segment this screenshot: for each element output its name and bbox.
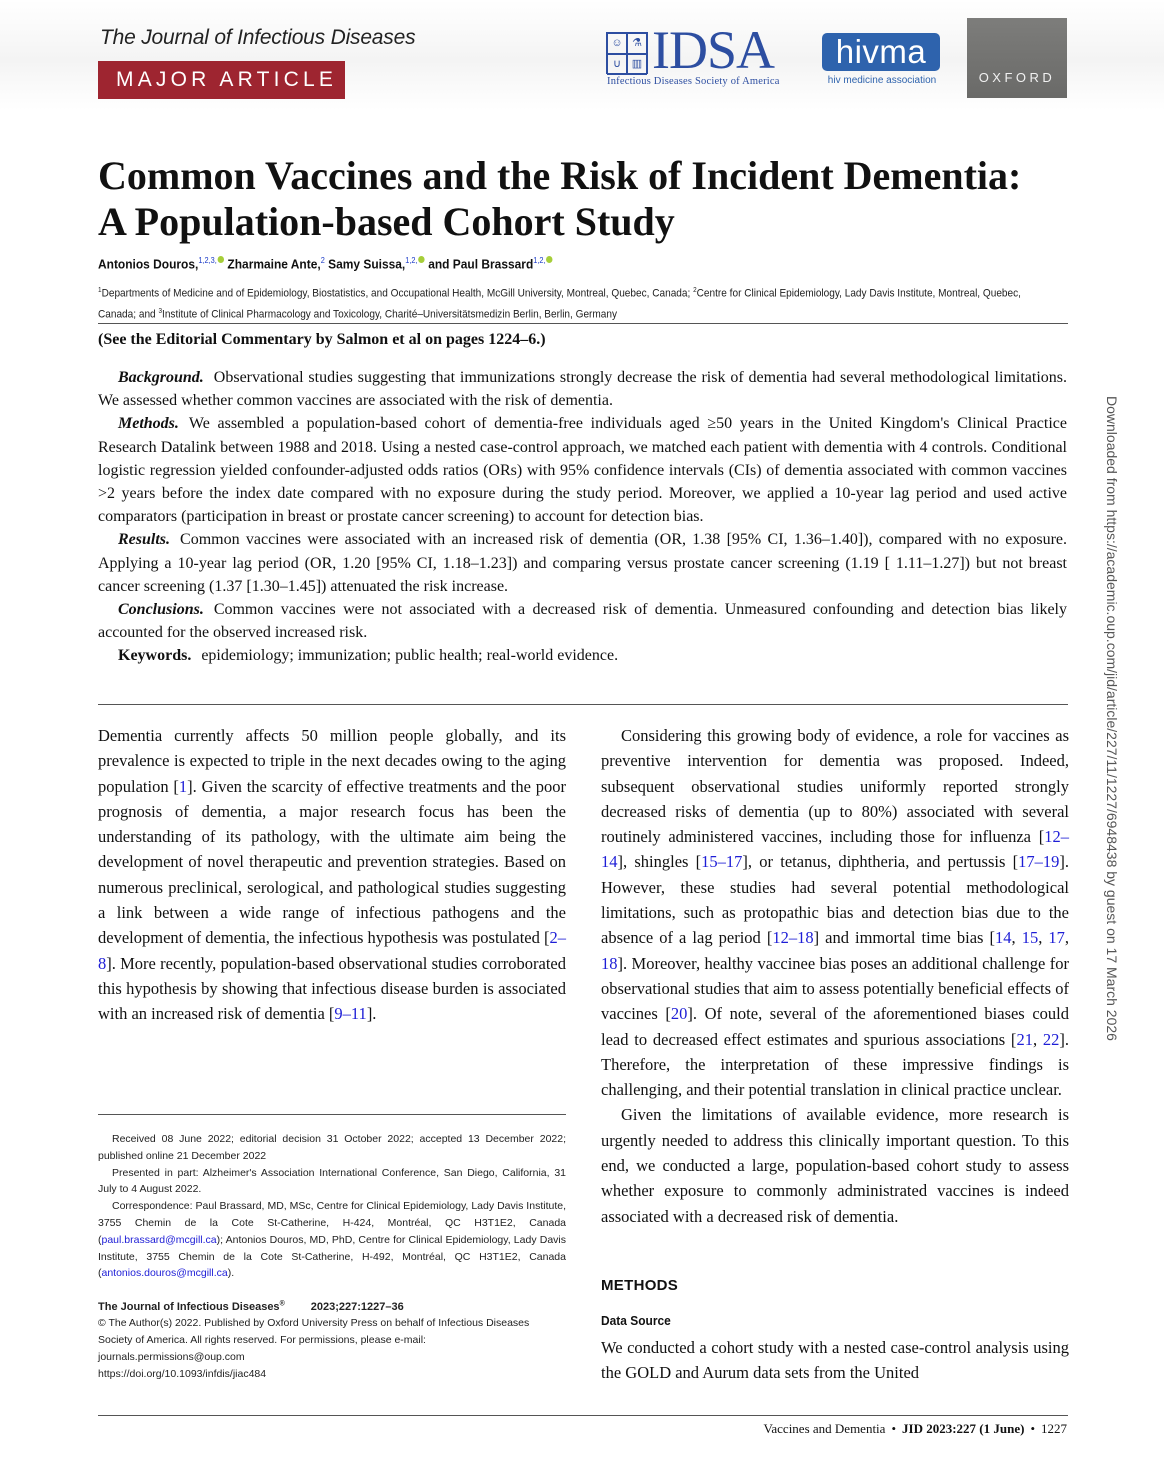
reference-link[interactable]: 9–11 — [334, 1004, 367, 1024]
lab-icon: ▥ — [627, 54, 647, 75]
divider — [98, 704, 1068, 705]
hivma-subtitle: hiv medicine association — [827, 75, 937, 86]
author-name[interactable]: Zharmaine Ante, — [227, 256, 321, 272]
reference-link[interactable]: 1 — [178, 776, 188, 796]
keywords-label: Keywords. — [118, 647, 192, 665]
email-link[interactable]: antonios.douros@mcgill.ca — [101, 1267, 228, 1280]
copyright: © The Author(s) 2022. Published by Oxford University Press on behalf of Infectious Diseases Society of America. All rights reserved. For permissions, please e-mail: journals.permissions@oup.com — [98, 1317, 530, 1364]
hivma-wordmark: hivma — [822, 33, 940, 71]
page-number: 1227 — [1041, 1421, 1067, 1436]
hivma-logo[interactable] — [822, 33, 942, 91]
abstract-keywords — [98, 644, 1067, 667]
abstract-background — [98, 366, 1067, 412]
idsa-subtitle: Infectious Diseases Society of America — [607, 76, 780, 87]
editorial-note[interactable]: (See the Editorial Commentary by Salmon et al on pages 1224–6.) — [98, 331, 546, 348]
reference-link[interactable]: 14 — [995, 928, 1012, 948]
subsection-heading-data-source: Data Source — [601, 1313, 671, 1328]
affiliations — [98, 282, 1050, 323]
footer-divider — [98, 1415, 1068, 1416]
page-footer — [763, 1421, 1067, 1437]
affiliation-sup: 3 — [158, 307, 163, 315]
abstract-label: Background. — [118, 369, 204, 386]
abstract-results — [98, 528, 1067, 598]
abstract-methods — [98, 412, 1067, 528]
footnote-divider — [98, 1114, 566, 1115]
author-name[interactable]: and Paul Brassard — [428, 256, 534, 272]
author-name[interactable]: Samy Suissa, — [328, 256, 406, 272]
body-paragraph: Dementia currently affects 50 million people globally, and its prevalence is expected to triple in the next decades owing to the aging population [1]. Given the scarcity of effective treatments and the poor prognosis of dementia, a major research focus has been the understanding of its pathology, with the ultimate aim being the development of novel therapeutic and prevention strategies. Based on numerous preclinical, serological, and pathological studies suggesting a link between a wide range of infectious pathogens and the development of dementia, the infectious hypothesis was postulated [2–8]. More recently, population-based observational studies corroborated this hypothesis by showing that infectious disease burden is associated with an increased risk of dementia [9–11]. — [98, 726, 566, 1024]
reference-link[interactable]: 12–18 — [772, 928, 814, 948]
reference-link[interactable]: 15–17 — [701, 852, 743, 872]
article-type-badge: MAJOR ARTICLE — [98, 61, 345, 99]
abstract — [98, 366, 1067, 668]
correspondence: Correspondence: Paul Brassard, MD, MSc, Centre for Clinical Epidemiology, Lady Davis Institute, 3755 Chemin de la Cote St-Catherine, H-424, Montréal, QC H3T1E2, Canada (paul.brassard@mcgill.ca); Antonios Douros, MD, PhD, Centre for Clinical Epidemiology, Lady Davis Institute, 3755 Chemin de la Cote St-Catherine, H-492, Montréal, QC H3T1E2, Canada (antonios.douros@mcgill.ca). — [98, 1200, 566, 1280]
download-watermark: Downloaded from https://academic.oup.com/jid/article/227/11/1227/6948438 by guest on 17 March 2026 — [1104, 396, 1120, 1041]
people-icon: ☺ — [607, 33, 627, 54]
bullet-separator: • — [891, 1421, 897, 1436]
orcid-icon[interactable] — [546, 256, 552, 263]
author-affiliation-sup: 2 — [320, 256, 325, 265]
data-source-text: We conducted a cohort study with a nested case-control analysis using the GOLD and Aurum data sets from the United — [601, 1338, 1069, 1383]
author-affiliation-sup: 1,2,3, — [198, 256, 217, 265]
doi-link[interactable]: https://doi.org/10.1093/infdis/jiac484 — [98, 1367, 267, 1380]
abstract-text: We assembled a population-based cohort of dementia-free individuals aged ≥50 years in the United Kingdom's Clinical Practice Research Datalink between 1988 and 2018. Using a nested case-control approach, we matched each patient with dementia with 4 controls. Conditional logistic regression yielded confounder-adjusted odds ratios (ORs) with 95% confidence intervals (CIs) of dementia associated with common vaccines >2 years before the index date compared with no exposure during the study period. Moreover, we applied a 10-year lag period and used active comparators (participation in breast or prostate cancer screening) to account for detection bias. — [98, 415, 1067, 526]
presented-note: Presented in part: Alzheimer's Association International Conference, San Diego, California, 31 July to 4 August 2022. — [98, 1166, 566, 1196]
microscope-icon: ⚗ — [627, 33, 647, 54]
idsa-logo[interactable] — [606, 20, 811, 90]
reference-link[interactable]: 20 — [670, 1004, 688, 1024]
email-link[interactable]: paul.brassard@mcgill.ca — [101, 1233, 217, 1246]
oxford-logo[interactable]: OXFORD — [967, 18, 1067, 98]
abstract-label: Conclusions. — [118, 601, 204, 619]
citation-journal: The Journal of Infectious Diseases® — [98, 1300, 285, 1313]
affiliation-3: Institute of Clinical Pharmacology and Toxicology, Charité–Universitätsmedizin Berlin, Berlin, Germany — [162, 308, 618, 321]
abstract-text: Common vaccines were associated with an increased risk of dementia (OR, 1.38 [95% CI, 1.36–1.40]), compared with no exposure. Applying a 10-year lag period (OR, 1.20 [95% CI, 1.18–1.23]) and comparing versus prostate cancer screening (1.19 [ 1.11–1.27]) but not breast cancer screening (1.37 [1.30–1.45]) attenuated the risk increase. — [98, 531, 1067, 595]
citation-block — [98, 1296, 566, 1383]
affiliation-1: Departments of Medicine and of Epidemiology, Biostatistics, and Occupational Health, McGill University, Montreal, Quebec, Canada; — [101, 287, 694, 300]
affiliation-sup: 1 — [98, 287, 102, 294]
body-column-left — [98, 723, 566, 1027]
reference-link[interactable]: 22 — [1042, 1029, 1060, 1049]
reference-link[interactable]: 17–19 — [1018, 852, 1060, 872]
reference-link[interactable]: 18 — [601, 953, 618, 973]
body-paragraph: Considering this growing body of evidence, a role for vaccines as preventive intervention for dementia was proposed. Indeed, subsequent observational studies uniformly reported strongly decreased risks of dementia (up to 80%) associated with several routinely administered vaccines, including those for influenza [12–14], shingles [15–17], or tetanus, diphtheria, and pertussis [17–19]. However, these studies had several potential methodological limitations, such as protopathic bias and detection bias due to the absence of a lag period [12–18] and immortal time bias [14, 15, 17, 18]. Moreover, healthy vaccinee bias poses an additional challenge for observational studies that aim to assess potentially beneficial effects of vaccines [20]. Of note, several of the aforementioned biases could lead to decreased effect estimates and spurious associations [21, 22]. Therefore, the interpretation of these impressive findings is challenging, and their potential translation in clinical practice unclear. — [601, 726, 1069, 1100]
affiliation-2: Centre for Clinical Epidemiology, Lady Davis Institute, Montreal, Quebec, Canada; and — [98, 287, 1021, 321]
title-line-2: A Population-based Cohort Study — [98, 199, 675, 244]
author-list — [98, 256, 553, 271]
journal-issue: JID 2023:227 (1 June) — [902, 1421, 1025, 1436]
bullet-separator: • — [1030, 1421, 1035, 1436]
article-title — [98, 153, 1068, 245]
idsa-emblem-icon — [606, 32, 648, 74]
body-paragraph: Given the limitations of available evidence, more research is urgently needed to address this clinically important question. To this end, we conducted a large, population-based cohort study to assess whether exposure to commonly administrated vaccines is indeed associated with a decreased risk of dementia. — [601, 1105, 1069, 1226]
section-heading-methods: METHODS — [601, 1277, 679, 1294]
abstract-label: Results. — [118, 531, 171, 549]
orcid-icon[interactable] — [418, 256, 424, 263]
received-dates: Received 08 June 2022; editorial decision 31 October 2022; accepted 13 December 2022; published online 21 December 2022 — [98, 1133, 566, 1162]
citation-volume: 2023;227:1227–36 — [310, 1300, 404, 1313]
abstract-text: Common vaccines were not associated with a decreased risk of dementia. Unmeasured confounding and detection bias likely accounted for the observed increased risk. — [98, 601, 1067, 642]
reference-link[interactable]: 21 — [1016, 1029, 1033, 1049]
abstract-text: Observational studies suggesting that immunizations strongly decrease the risk of dementia had several methodological limitations. We assessed whether common vaccines are associated with the risk of dementia. — [98, 369, 1067, 410]
affiliation-sup: 2 — [693, 287, 697, 294]
stethoscope-icon: ∪ — [607, 54, 627, 75]
running-title: Vaccines and Dementia — [763, 1421, 886, 1436]
reference-link[interactable]: 2–8 — [98, 928, 566, 973]
abstract-label: Methods. — [118, 415, 179, 433]
author-affiliation-sup: 1,2, — [533, 256, 546, 265]
orcid-icon[interactable] — [218, 256, 224, 263]
author-name[interactable]: Antonios Douros, — [98, 256, 199, 272]
idsa-wordmark: IDSA — [652, 20, 775, 80]
title-line-1: Common Vaccines and the Risk of Incident Dementia: — [98, 153, 1022, 198]
author-affiliation-sup: 1,2, — [405, 256, 418, 265]
body-column-right — [601, 723, 1069, 1229]
reference-link[interactable]: 12–14 — [601, 827, 1069, 872]
article-footnotes — [98, 1131, 566, 1282]
reference-link[interactable]: 17 — [1048, 928, 1065, 948]
abstract-conclusions — [98, 598, 1067, 644]
reference-link[interactable]: 15 — [1021, 928, 1039, 948]
journal-name: The Journal of Infectious Diseases — [100, 26, 416, 49]
keywords-text: epidemiology; immunization; public health; real-world evidence. — [201, 647, 619, 665]
divider — [98, 323, 1068, 324]
